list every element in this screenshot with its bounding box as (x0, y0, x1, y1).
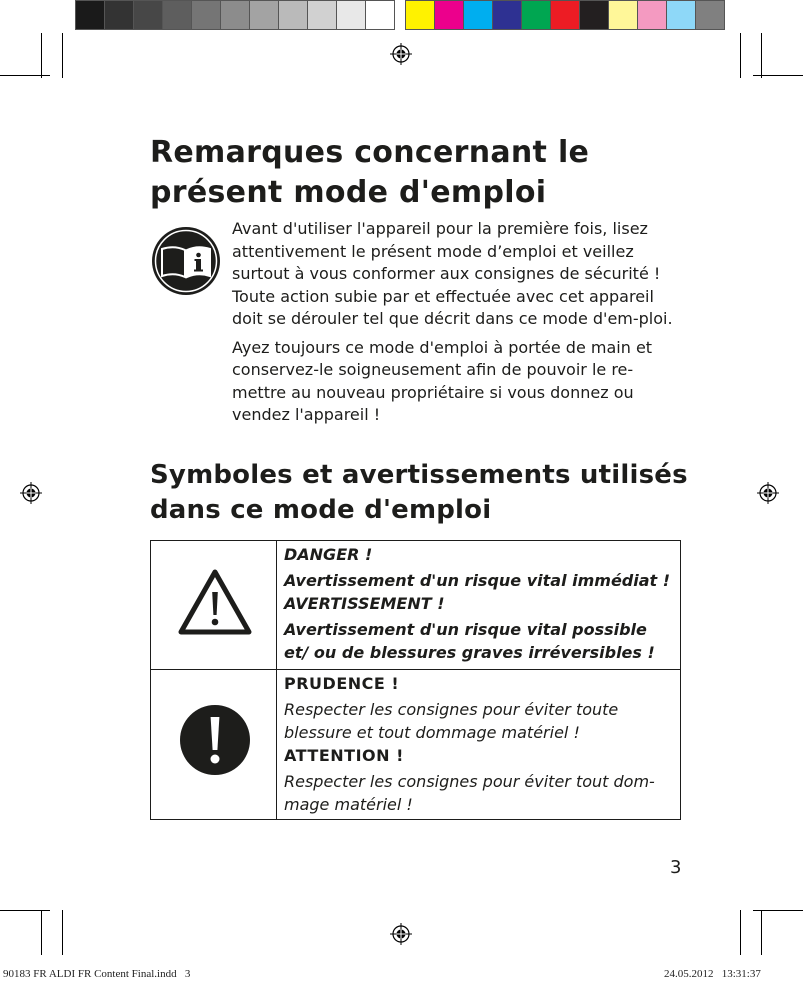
caution-text: Respecter les consignes pour éviter toute blessure et tout dommage matériel ! (284, 700, 619, 742)
color-swatch (638, 0, 667, 30)
page-title: Remarques concernant le présent mode d'emploi (150, 135, 590, 210)
color-swatch (250, 0, 279, 30)
color-swatch (435, 0, 464, 30)
color-swatch (667, 0, 696, 30)
color-swatch (405, 0, 435, 30)
registration-mark-icon (20, 482, 42, 504)
caution-label: PRUDENCE ! (284, 674, 400, 693)
warning-text-cell (277, 541, 681, 670)
color-swatch (163, 0, 192, 30)
warning-label: AVERTISSEMENT ! (284, 594, 445, 613)
grayscale-swatches (75, 0, 395, 30)
color-swatch (551, 0, 580, 30)
registration-mark-icon (390, 923, 412, 945)
color-swatch (192, 0, 221, 30)
date-slug: 24.05.2012 13:31:37 (664, 968, 761, 980)
color-swatch (580, 0, 609, 30)
color-swatch (279, 0, 308, 30)
color-swatch (105, 0, 134, 30)
section-title: Symboles et avertissements utilisés dans ce mode d'emploi (150, 460, 688, 525)
info-manual-icon (150, 225, 222, 297)
color-swatch (493, 0, 522, 30)
caution-text-cell (277, 670, 681, 820)
color-swatch (366, 0, 395, 30)
icon-cell (151, 670, 277, 820)
warning-text: Avertissement d'un risque vital possible et/ ou de blessures graves irréversibles ! (284, 620, 655, 662)
page-number: 3 (670, 857, 682, 878)
attention-text: Respecter les consignes pour éviter tout dom-mage matériel ! (284, 772, 655, 814)
warning-triangle-icon (151, 541, 276, 665)
color-swatch (134, 0, 163, 30)
color-swatch (464, 0, 493, 30)
danger-label: DANGER ! (284, 545, 373, 564)
registration-mark-icon (390, 43, 412, 65)
color-swatches (405, 0, 725, 30)
danger-text: Avertissement d'un risque vital immédiat ! (284, 571, 671, 590)
color-swatch (609, 0, 638, 30)
file-slug: 90183 FR ALDI FR Content Final.indd 3 (3, 968, 191, 980)
exclamation-circle-icon (151, 670, 276, 815)
color-swatch (221, 0, 250, 30)
color-swatch (522, 0, 551, 30)
intro-paragraph: Avant d'utiliser l'appareil pour la première fois, lisez attentivement le présent mode d’emploi et veillez surtout à vous conformer aux consignes de sécurité ! Toute action subie par et effectuée avec cet appareil doit se dérouler tel que décrit dans ce mode d'em-ploi. (232, 219, 673, 328)
attention-label: ATTENTION ! (284, 746, 404, 765)
print-color-bar (75, 0, 725, 30)
color-swatch (337, 0, 366, 30)
table-row (151, 541, 681, 670)
icon-cell (151, 541, 277, 670)
symbols-table (150, 540, 681, 820)
intro-paragraph: Ayez toujours ce mode d'emploi à portée de main et conservez-le soigneusement afin de pouvoir le re-mettre au nouveau propriétaire si vous donnez ou vendez l'appareil ! (232, 337, 653, 424)
color-swatch (75, 0, 105, 30)
color-swatch (696, 0, 725, 30)
intro-text (232, 218, 680, 433)
registration-mark-icon (757, 482, 779, 504)
color-swatch (308, 0, 337, 30)
table-row (151, 670, 681, 820)
